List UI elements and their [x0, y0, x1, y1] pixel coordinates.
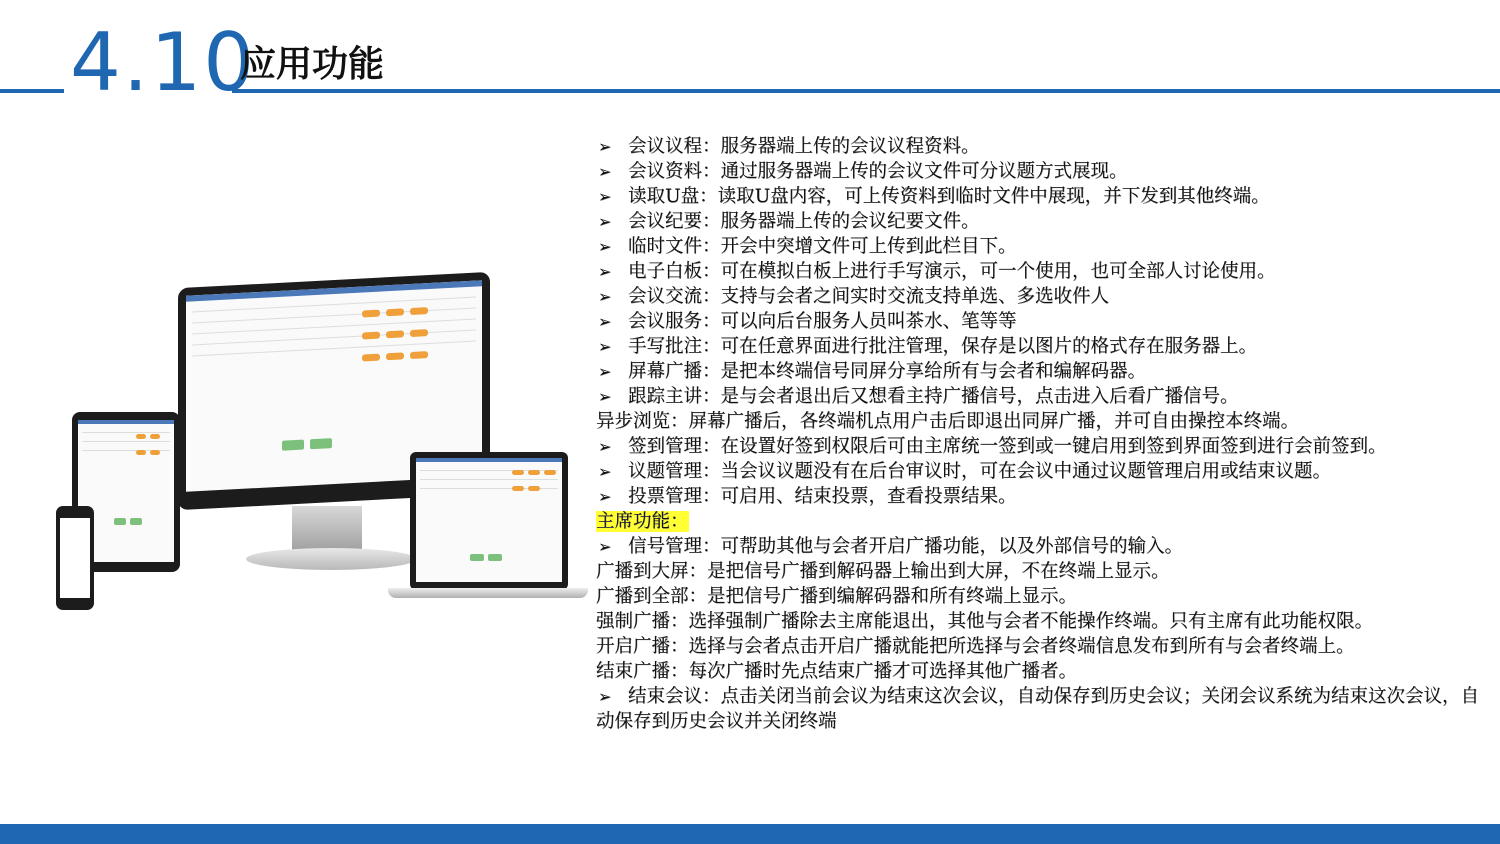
feature-text: 电子白板：可在模拟白板上进行手写演示，可一个使用，也可全部人讨论使用。	[628, 261, 1276, 282]
feature-line	[596, 359, 1486, 384]
feature-text: 议题管理：当会议议题没有在后台审议时，可在会议中通过议题管理启用或结束议题。	[628, 461, 1332, 482]
feature-line	[596, 534, 1486, 559]
arrow-bullet-icon: ➢	[598, 687, 612, 706]
feature-line	[596, 334, 1486, 359]
page-title: 应用功能	[240, 44, 385, 85]
feature-line	[596, 384, 1486, 409]
feature-text: 屏幕广播：是把本终端信号同屏分享给所有与会者和编解码器。	[628, 361, 1147, 382]
feature-line	[596, 559, 1486, 584]
arrow-bullet-icon: ➢	[598, 462, 612, 481]
arrow-bullet-icon: ➢	[598, 437, 612, 456]
feature-line	[596, 259, 1486, 284]
feature-text: 会议交流：支持与会者之间实时交流支持单选、多选收件人	[628, 286, 1110, 307]
feature-line	[596, 609, 1486, 634]
feature-line	[596, 584, 1486, 609]
arrow-bullet-icon: ➢	[598, 262, 612, 281]
devices-illustration	[50, 270, 590, 620]
feature-text: 结束广播：每次广播时先点结束广播才可选择其他广播者。	[596, 661, 1078, 682]
feature-text: 临时文件：开会中突增文件可上传到此栏目下。	[628, 236, 1017, 257]
feature-line	[596, 634, 1486, 659]
feature-list	[596, 134, 1486, 734]
section-number: 4.10	[70, 16, 257, 109]
arrow-bullet-icon: ➢	[598, 287, 612, 306]
feature-text: 签到管理：在设置好签到权限后可由主席统一签到或一键启用到签到界面签到进行会前签到。	[628, 436, 1387, 457]
feature-line	[596, 434, 1486, 459]
laptop-icon	[410, 452, 568, 590]
feature-line	[596, 134, 1486, 159]
feature-text: 主席功能：	[596, 511, 689, 532]
arrow-bullet-icon: ➢	[598, 337, 612, 356]
feature-text: 会议资料：通过服务器端上传的会议文件可分议题方式展现。	[628, 161, 1128, 182]
arrow-bullet-icon: ➢	[598, 387, 612, 406]
arrow-bullet-icon: ➢	[598, 212, 612, 231]
feature-text: 广播到大屏：是把信号广播到解码器上输出到大屏，不在终端上显示。	[596, 561, 1170, 582]
arrow-bullet-icon: ➢	[598, 362, 612, 381]
feature-line	[596, 184, 1486, 209]
feature-line	[596, 459, 1486, 484]
feature-line	[596, 209, 1486, 234]
feature-text: 开启广播：选择与会者点击开启广播就能把所选择与会者终端信息发布到所有与会者终端上。	[596, 636, 1355, 657]
arrow-bullet-icon: ➢	[598, 537, 612, 556]
arrow-bullet-icon: ➢	[598, 162, 612, 181]
arrow-bullet-icon: ➢	[598, 487, 612, 506]
feature-line	[596, 409, 1486, 434]
feature-line	[596, 284, 1486, 309]
footer-bar	[0, 824, 1500, 844]
feature-text: 信号管理：可帮助其他与会者开启广播功能，以及外部信号的输入。	[628, 536, 1184, 557]
feature-text: 读取U盘：读取U盘内容，可上传资料到临时文件中展现，并下发到其他终端。	[628, 186, 1270, 207]
feature-line	[596, 684, 1486, 734]
feature-text: 会议服务：可以向后台服务人员叫茶水、笔等等	[628, 311, 1017, 332]
feature-text: 异步浏览：屏幕广播后，各终端机点用户击后即退出同屏广播，并可自由操控本终端。	[596, 411, 1300, 432]
feature-text: 投票管理：可启用、结束投票，查看投票结果。	[628, 486, 1017, 507]
feature-text: 手写批注：可在任意界面进行批注管理，保存是以图片的格式存在服务器上。	[628, 336, 1258, 357]
feature-line	[596, 659, 1486, 684]
feature-line	[596, 509, 1486, 534]
feature-text: 广播到全部：是把信号广播到编解码器和所有终端上显示。	[596, 586, 1078, 607]
feature-line	[596, 234, 1486, 259]
arrow-bullet-icon: ➢	[598, 187, 612, 206]
phone-icon	[56, 506, 94, 610]
feature-text: 会议纪要：服务器端上传的会议纪要文件。	[628, 211, 980, 232]
header-rule-left	[0, 89, 64, 93]
feature-text: 跟踪主讲：是与会者退出后又想看主持广播信号，点击进入后看广播信号。	[628, 386, 1239, 407]
feature-line	[596, 309, 1486, 334]
arrow-bullet-icon: ➢	[598, 312, 612, 331]
feature-text: 强制广播：选择强制广播除去主席能退出，其他与会者不能操作终端。只有主席有此功能权限。	[596, 611, 1374, 632]
arrow-bullet-icon: ➢	[598, 237, 612, 256]
arrow-bullet-icon: ➢	[598, 137, 612, 156]
header-rule-right	[232, 89, 1500, 93]
feature-text: 会议议程：服务器端上传的会议议程资料。	[628, 136, 980, 157]
feature-line	[596, 484, 1486, 509]
feature-line	[596, 159, 1486, 184]
feature-text: 结束会议：点击关闭当前会议为结束这次会议，自动保存到历史会议；关闭会议系统为结束这次会议，自动保存到历史会议并关闭终端	[596, 686, 1480, 732]
